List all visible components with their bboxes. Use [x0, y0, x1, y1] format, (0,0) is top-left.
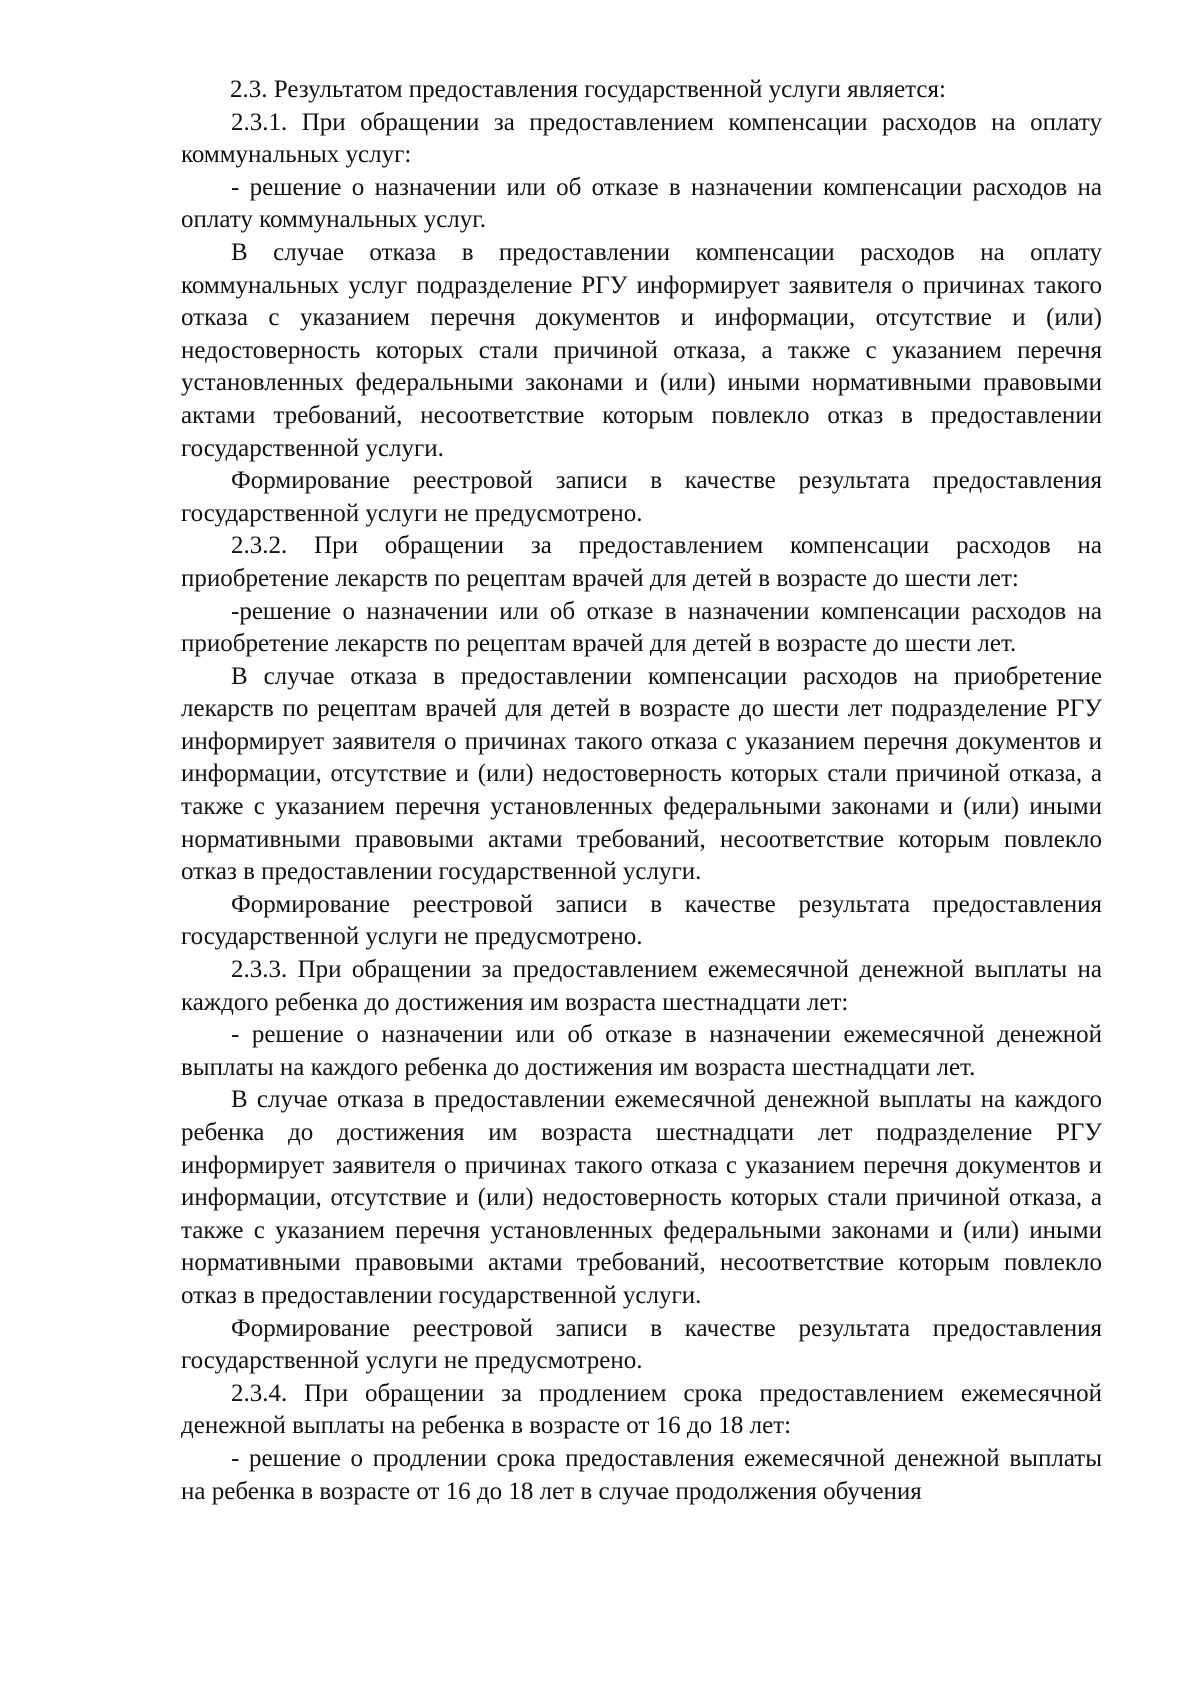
paragraph-2-3-2-registry: Формирование реестровой записи в качестве результата предоставления государственной услуги не предусмотрено. — [181, 890, 1102, 951]
paragraph-2-3-4-intro: 2.3.4. При обращении за продлением срока предоставлением ежемесячной денежной выплаты на ребенка в возрасте от 16 до 18 лет: — [181, 1379, 1102, 1440]
paragraph-2-3-1-decision: - решение о назначении или об отказе в назначении компенсации расходов на оплату коммунальных услуг. — [181, 173, 1102, 234]
paragraph-2-3-1-registry: Формирование реестровой записи в качестве результата предоставления государственной услуги не предусмотрено. — [181, 467, 1102, 527]
paragraph-2-3-1-refusal: В случае отказа в предоставлении компенсации расходов на оплату коммунальных услуг подразделение РГУ информирует заявителя о причинах такого отказа с указанием перечня документов и информации, отсутствие и (или) недостоверность которых стали причиной отказа, а также с указанием перечня установленных федеральными законами и (или) иными нормативными правовыми актами требований, несоответствие которым повлекло отказ в предоставлении государственной услуги. — [181, 238, 1102, 462]
paragraph-2-3-2-refusal: В случае отказа в предоставлении компенсации расходов на приобретение лекарств по рецептам врачей для детей в возрасте до шести лет подразделение РГУ информирует заявителя о причинах такого отказа с указанием перечня документов и информации, отсутствие и (или) недостоверность которых стали причиной отказа, а также с указанием перечня установленных федеральными законами и (или) иными нормативными правовыми актами требований, несоответствие которым повлекло отказ в предоставлении государственной услуги. — [181, 662, 1102, 886]
paragraph-2-3-3-intro: 2.3.3. При обращении за предоставлением ежемесячной денежной выплаты на каждого ребенка до достижения им возраста шестнадцати лет: — [181, 956, 1102, 1016]
paragraph-2-3-1-intro: 2.3.1. При обращении за предоставлением компенсации расходов на оплату коммунальных услуг: — [181, 108, 1102, 169]
paragraph-2-3-3-decision: - решение о назначении или об отказе в назначении ежемесячной денежной выплаты на каждого ребенка до достижения им возраста шестнадцати лет. — [181, 1021, 1102, 1081]
paragraph-2-3-heading: 2.3. Результатом предоставления государственной услуги является: — [230, 76, 946, 103]
document-body — [181, 74, 1102, 1508]
paragraph-2-3-2-decision: -решение о назначении или об отказе в назначении компенсации расходов на приобретение лекарств по рецептам врачей для детей в возрасте до шести лет. — [181, 597, 1102, 658]
paragraph-2-3-3-registry: Формирование реестровой записи в качестве результата предоставления государственной услуги не предусмотрено. — [181, 1314, 1102, 1375]
paragraph-2-3-2-intro: 2.3.2. При обращении за предоставлением компенсации расходов на приобретение лекарств по рецептам врачей для детей в возрасте до шести лет: — [181, 532, 1102, 592]
paragraph-2-3-4-decision: - решение о продлении срока предоставления ежемесячной денежной выплаты на ребенка в возрасте от 16 до 18 лет в случае продолжения обучения — [181, 1444, 1102, 1505]
paragraph-2-3-3-refusal: В случае отказа в предоставлении ежемесячной денежной выплаты на каждого ребенка до достижения им возраста шестнадцати лет подразделение РГУ информирует заявителя о причинах такого отказа с указанием перечня документов и информации, отсутствие и (или) недостоверность которых стали причиной отказа, а также с указанием перечня установленных федеральными законами и (или) иными нормативными правовыми актами требований, несоответствие которым повлекло отказ в предоставлении государственной услуги. — [181, 1086, 1102, 1309]
